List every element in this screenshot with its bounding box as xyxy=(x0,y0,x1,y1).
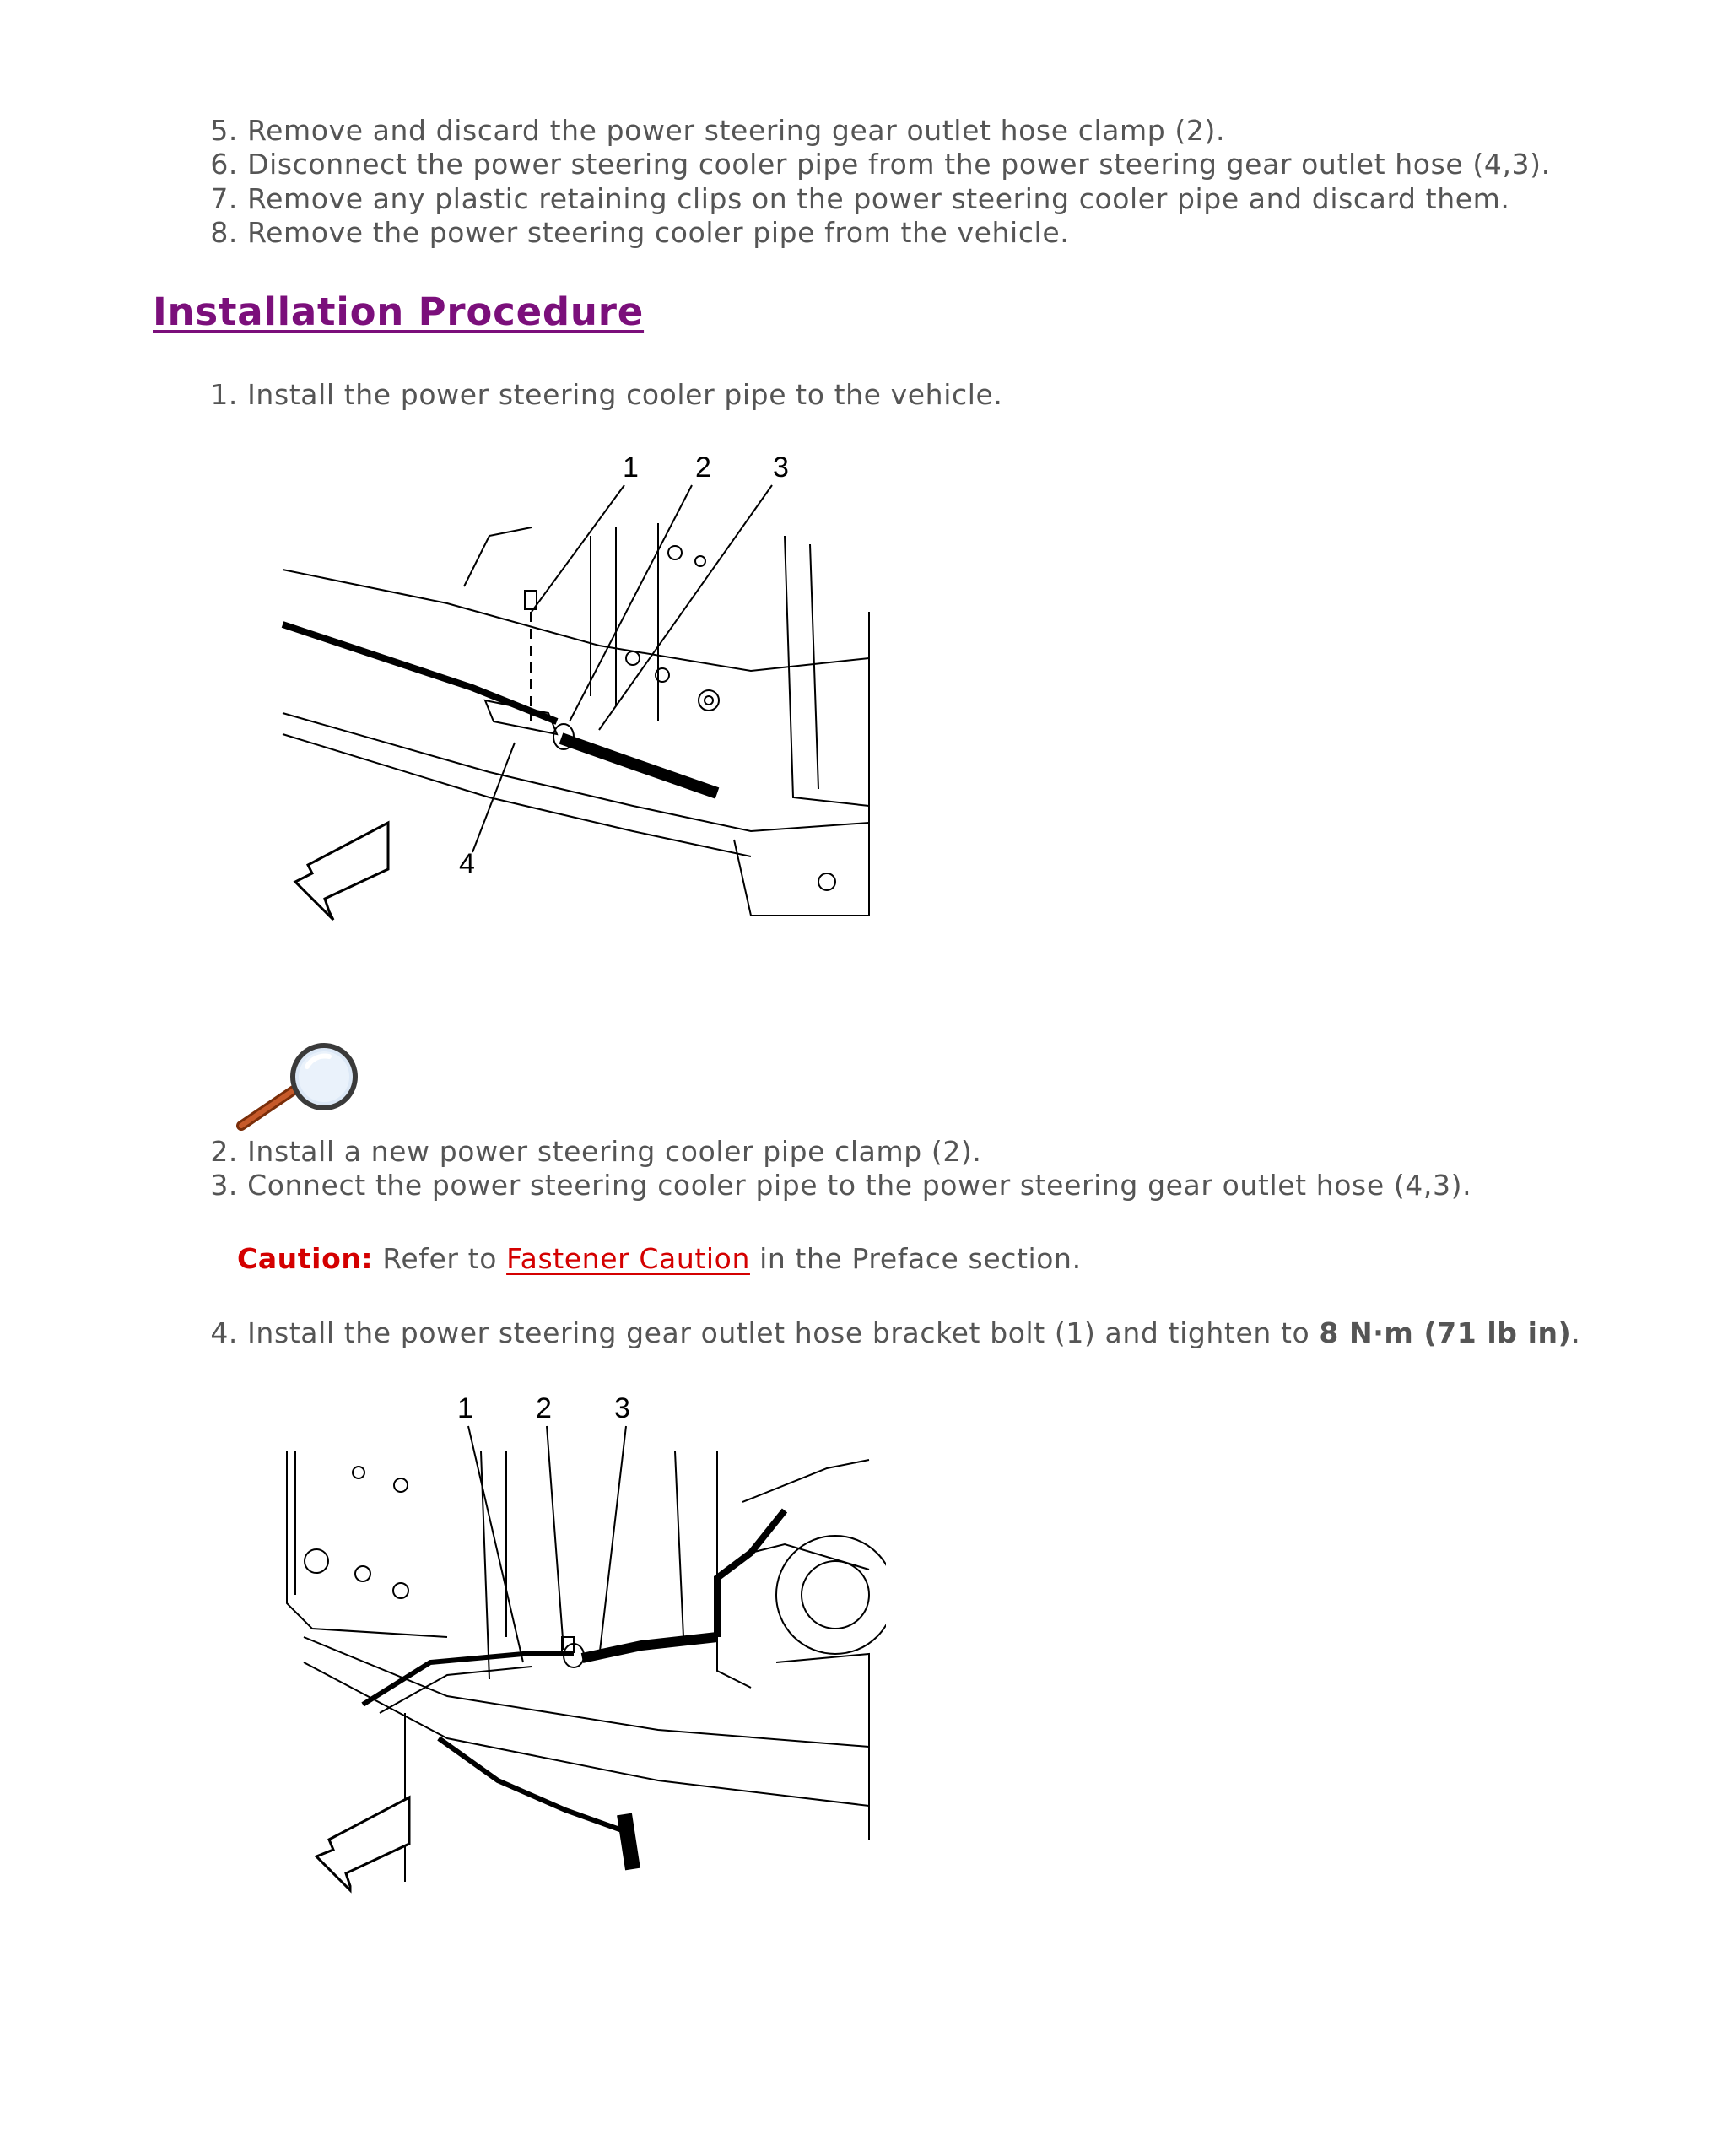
step-number: 1. xyxy=(210,378,238,411)
step-number: 5. xyxy=(210,114,238,147)
step-text: Install a new power steering cooler pipe clamp (2). xyxy=(247,1135,982,1168)
step-number: 3. xyxy=(210,1169,238,1202)
callout-3: 3 xyxy=(614,1392,630,1424)
step-text: Install the power steering cooler pipe to the vehicle. xyxy=(247,378,1003,411)
list-item xyxy=(186,182,1509,216)
magnifier-icon[interactable] xyxy=(236,1038,371,1131)
step-text: Disconnect the power steering cooler pipe from the power steering gear outlet hose (4,3). xyxy=(247,148,1551,181)
callout-1: 1 xyxy=(623,451,639,484)
callout-3: 3 xyxy=(773,451,789,484)
step-number: 2. xyxy=(210,1135,238,1168)
list-item xyxy=(186,1169,1472,1202)
step-text: Install the power steering gear outlet hose bracket bolt (1) and tighten to xyxy=(247,1316,1310,1349)
torque-spec: 8 N·m (71 lb in) xyxy=(1319,1316,1572,1349)
step-text: Remove the power steering cooler pipe from the vehicle. xyxy=(247,216,1070,249)
callout-4: 4 xyxy=(459,848,475,880)
step-text: Remove and discard the power steering gear outlet hose clamp (2). xyxy=(247,114,1226,147)
callout-1: 1 xyxy=(457,1392,473,1424)
list-item xyxy=(186,114,1225,148)
step-number: 6. xyxy=(210,148,238,181)
step-number: 8. xyxy=(210,216,238,249)
fastener-caution-link[interactable]: Fastener Caution xyxy=(506,1242,750,1275)
list-item xyxy=(186,1316,1580,1350)
section-heading[interactable]: Installation Procedure xyxy=(153,289,645,334)
step-number: 4. xyxy=(210,1316,238,1349)
figure-cooler-pipe-install xyxy=(278,443,886,924)
list-item xyxy=(186,378,1002,412)
caution-prefix: Refer to xyxy=(382,1242,497,1275)
figure-bracket-bolt-tighten xyxy=(278,1384,886,1899)
step-text-end: . xyxy=(1571,1316,1581,1349)
caution-note xyxy=(237,1242,1082,1276)
caution-suffix: in the Preface section. xyxy=(759,1242,1082,1275)
list-item xyxy=(186,1135,982,1169)
callout-2: 2 xyxy=(695,451,711,484)
list-item xyxy=(186,148,1551,181)
callout-2: 2 xyxy=(536,1392,552,1424)
step-number: 7. xyxy=(210,182,238,215)
step-text: Remove any plastic retaining clips on the power steering cooler pipe and discard them. xyxy=(247,182,1510,215)
caution-label: Caution: xyxy=(237,1242,374,1275)
step-text: Connect the power steering cooler pipe to the power steering gear outlet hose (4,3). xyxy=(247,1169,1472,1202)
list-item xyxy=(186,216,1069,250)
